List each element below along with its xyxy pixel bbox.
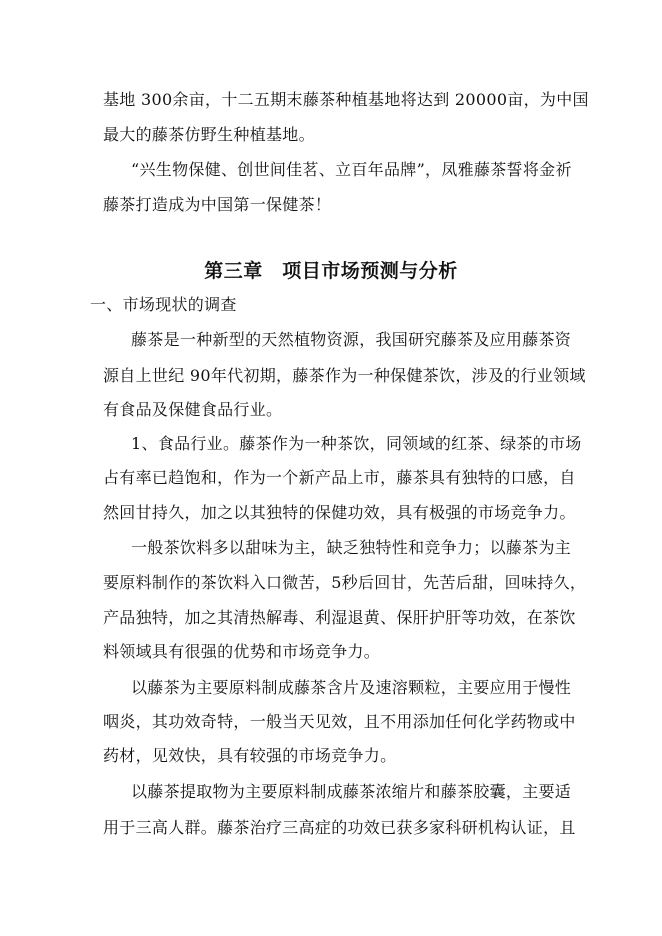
- body-text-line: 咽炎，其功效奇特，一般当天见效，且不用添加任何化学药物或中: [103, 712, 576, 731]
- section-heading: 一、市场现状的调查: [90, 295, 237, 314]
- body-text-line: 藤茶是一种新型的天然植物资源，我国研究藤茶及应用藤茶资: [131, 330, 572, 349]
- body-text-line: 有食品及保健食品行业。: [103, 400, 283, 419]
- body-text-line: 料领域具有很强的优势和市场竞争力。: [103, 642, 381, 661]
- body-text-line: 药材，见效快，具有较强的市场竞争力。: [103, 746, 397, 765]
- body-text-line: 产品独特，加之其清热解毒、利湿退黄、保肝护肝等功效，在茶饮: [103, 608, 576, 627]
- body-text-line: 用于三高人群。藤茶治疗三高症的功效已获多家科研机构认证，且: [103, 818, 576, 837]
- body-text-line: 藤茶打造成为中国第一保健茶！: [103, 195, 332, 214]
- body-text-line: 一般茶饮料多以甜味为主，缺乏独特性和竞争力；以藤茶为主: [131, 538, 572, 557]
- body-text-line: 源自上世纪 90年代初期，藤茶作为一种保健茶饮，涉及的行业领域: [103, 366, 586, 385]
- body-text-line: 基地 300余亩，十二五期末藤茶种植基地将达到 20000亩，为中国: [103, 90, 589, 109]
- body-text-line: 1、食品行业。藤茶作为一种茶饮，同领域的红茶、绿茶的市场: [131, 434, 582, 453]
- chapter-title: 第三章 项目市场预测与分析: [204, 260, 458, 282]
- body-text-line: 要原料制作的茶饮料入口微苦，5秒后回甘，先苦后甜，回味持久，: [103, 573, 587, 592]
- body-text-line: 以藤茶提取物为主要原料制成藤茶浓缩片和藤茶胶囊，主要适: [131, 782, 572, 801]
- body-text-line: 占有率已趋饱和，作为一个新产品上市，藤茶具有独特的口感，自: [103, 468, 576, 487]
- body-text-line: 然回甘持久，加之以其独特的保健功效，具有极强的市场竞争力。: [103, 503, 576, 522]
- body-text-line: “兴生物保健、创世间佳茗、立百年品牌”，凤雅藤茶誓将金祈: [131, 160, 572, 179]
- body-text-line: 最大的藤茶仿野生种植基地。: [103, 125, 315, 144]
- body-text-line: 以藤茶为主要原料制成藤茶含片及速溶颗粒，主要应用于慢性: [131, 678, 572, 697]
